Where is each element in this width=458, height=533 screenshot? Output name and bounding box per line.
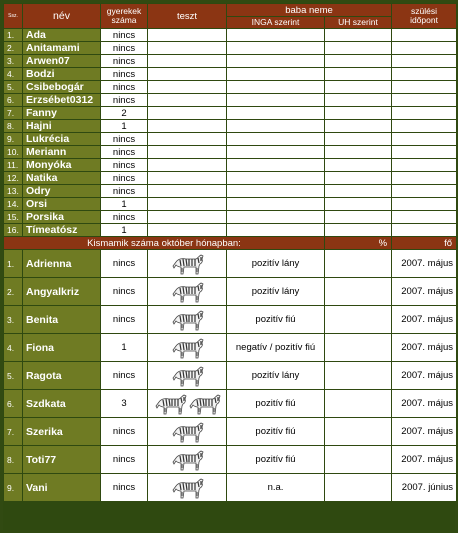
row-inga: pozitív lány xyxy=(227,362,324,389)
pregnancy-table xyxy=(3,3,457,502)
row-name: Arwen07 xyxy=(23,55,100,67)
row-number: 2. xyxy=(4,278,22,305)
table-row xyxy=(4,250,456,277)
row-name: Bodzi xyxy=(23,68,100,80)
row-kids: nincs xyxy=(101,474,147,501)
row-test xyxy=(148,55,226,67)
table-row xyxy=(4,278,456,305)
row-number: 3. xyxy=(4,55,22,67)
header-uh: UH szerint xyxy=(325,17,391,28)
row-inga xyxy=(227,68,324,80)
row-test xyxy=(148,362,226,389)
row-name: Anitamami xyxy=(23,42,100,54)
row-kids: 1 xyxy=(101,224,147,236)
row-uh xyxy=(325,133,391,145)
row-kids: nincs xyxy=(101,94,147,106)
row-birth-date xyxy=(392,172,456,184)
row-name: Toti77 xyxy=(23,446,100,473)
header-inga: INGA szerint xyxy=(227,17,324,28)
row-inga xyxy=(227,107,324,119)
row-number: 13. xyxy=(4,185,22,197)
row-birth-date xyxy=(392,224,456,236)
row-uh xyxy=(325,94,391,106)
row-birth-date: 2007. június xyxy=(392,474,456,501)
row-kids: nincs xyxy=(101,250,147,277)
row-name: Ragota xyxy=(23,362,100,389)
row-inga xyxy=(227,224,324,236)
row-number: 8. xyxy=(4,446,22,473)
row-test xyxy=(148,172,226,184)
row-number: 9. xyxy=(4,474,22,501)
row-kids: nincs xyxy=(101,55,147,67)
table-row xyxy=(4,418,456,445)
row-kids: nincs xyxy=(101,133,147,145)
row-birth-date xyxy=(392,159,456,171)
zebra-icon xyxy=(170,337,204,359)
table-row xyxy=(4,146,456,158)
row-name: Csibebogár xyxy=(23,81,100,93)
row-number: 6. xyxy=(4,390,22,417)
row-inga xyxy=(227,159,324,171)
row-birth-date xyxy=(392,107,456,119)
row-birth-date xyxy=(392,133,456,145)
row-name: Fiona xyxy=(23,334,100,361)
row-test xyxy=(148,185,226,197)
row-number: 4. xyxy=(4,334,22,361)
row-uh xyxy=(325,68,391,80)
row-name: Lukrécia xyxy=(23,133,100,145)
table-row xyxy=(4,390,456,417)
row-number: 7. xyxy=(4,107,22,119)
row-test xyxy=(148,278,226,305)
row-kids: nincs xyxy=(101,362,147,389)
row-uh xyxy=(325,81,391,93)
row-test xyxy=(148,418,226,445)
row-name: Tímeatósz xyxy=(23,224,100,236)
row-uh xyxy=(325,29,391,41)
row-uh xyxy=(325,185,391,197)
section-percent: % xyxy=(325,237,391,249)
pregnancy-table-container xyxy=(3,3,455,530)
row-kids: nincs xyxy=(101,278,147,305)
row-test xyxy=(148,198,226,210)
row-uh xyxy=(325,278,391,305)
table-row xyxy=(4,172,456,184)
table-row xyxy=(4,185,456,197)
header-kids: gyerekek száma xyxy=(101,4,147,28)
row-test xyxy=(148,446,226,473)
row-birth-date: 2007. május xyxy=(392,334,456,361)
row-inga xyxy=(227,133,324,145)
row-number: 1. xyxy=(4,29,22,41)
row-test xyxy=(148,474,226,501)
row-kids: 1 xyxy=(101,198,147,210)
row-uh xyxy=(325,224,391,236)
row-birth-date xyxy=(392,211,456,223)
row-inga xyxy=(227,146,324,158)
row-uh xyxy=(325,362,391,389)
row-birth-date xyxy=(392,55,456,67)
row-inga xyxy=(227,42,324,54)
row-kids: nincs xyxy=(101,185,147,197)
row-name: Meriann xyxy=(23,146,100,158)
row-number: 1. xyxy=(4,250,22,277)
row-number: 10. xyxy=(4,146,22,158)
row-inga xyxy=(227,198,324,210)
row-kids: 3 xyxy=(101,390,147,417)
table-row xyxy=(4,68,456,80)
row-birth-date xyxy=(392,198,456,210)
header-baby-gender: baba neme xyxy=(227,4,391,16)
row-inga xyxy=(227,211,324,223)
row-inga: pozitív fiú xyxy=(227,390,324,417)
row-name: Hajni xyxy=(23,120,100,132)
row-inga xyxy=(227,81,324,93)
section-row xyxy=(4,237,456,249)
row-kids: nincs xyxy=(101,306,147,333)
row-kids: nincs xyxy=(101,446,147,473)
row-test xyxy=(148,390,226,417)
row-test xyxy=(148,159,226,171)
row-uh xyxy=(325,446,391,473)
row-uh xyxy=(325,250,391,277)
row-uh xyxy=(325,390,391,417)
header-birth-date: szülési időpont xyxy=(392,4,456,28)
section-fo: fő xyxy=(392,237,456,249)
row-uh xyxy=(325,159,391,171)
table-row xyxy=(4,94,456,106)
row-test xyxy=(148,120,226,132)
row-uh xyxy=(325,474,391,501)
row-birth-date xyxy=(392,81,456,93)
row-uh xyxy=(325,42,391,54)
row-name: Fanny xyxy=(23,107,100,119)
row-number: 8. xyxy=(4,120,22,132)
row-inga: pozitív lány xyxy=(227,278,324,305)
row-birth-date: 2007. május xyxy=(392,418,456,445)
row-uh xyxy=(325,172,391,184)
row-test xyxy=(148,133,226,145)
row-test xyxy=(148,94,226,106)
header-sz: Ssz. xyxy=(4,4,22,28)
table-row xyxy=(4,159,456,171)
row-inga xyxy=(227,120,324,132)
row-number: 16. xyxy=(4,224,22,236)
table-row xyxy=(4,211,456,223)
row-name: Angyalkriz xyxy=(23,278,100,305)
row-birth-date: 2007. május xyxy=(392,390,456,417)
zebra-icon xyxy=(153,393,187,415)
row-inga: pozitív fiú xyxy=(227,306,324,333)
table-row xyxy=(4,29,456,41)
row-test xyxy=(148,81,226,93)
row-number: 5. xyxy=(4,362,22,389)
row-test xyxy=(148,250,226,277)
row-inga: n.a. xyxy=(227,474,324,501)
row-test xyxy=(148,306,226,333)
row-birth-date: 2007. május xyxy=(392,362,456,389)
row-uh xyxy=(325,107,391,119)
table-row xyxy=(4,224,456,236)
row-number: 5. xyxy=(4,81,22,93)
row-test xyxy=(148,107,226,119)
row-birth-date: 2007. május xyxy=(392,250,456,277)
row-kids: nincs xyxy=(101,159,147,171)
row-uh xyxy=(325,334,391,361)
row-inga: pozitív fiú xyxy=(227,446,324,473)
row-uh xyxy=(325,306,391,333)
row-name: Vani xyxy=(23,474,100,501)
row-inga: pozitív lány xyxy=(227,250,324,277)
table-row xyxy=(4,362,456,389)
table-row xyxy=(4,306,456,333)
row-birth-date xyxy=(392,185,456,197)
row-kids: 2 xyxy=(101,107,147,119)
row-inga: pozitív fiú xyxy=(227,418,324,445)
row-kids: nincs xyxy=(101,42,147,54)
row-name: Szerika xyxy=(23,418,100,445)
row-test xyxy=(148,146,226,158)
row-uh xyxy=(325,198,391,210)
row-birth-date: 2007. május xyxy=(392,446,456,473)
row-kids: nincs xyxy=(101,146,147,158)
zebra-icon xyxy=(170,253,204,275)
row-kids: nincs xyxy=(101,172,147,184)
table-row xyxy=(4,120,456,132)
row-inga: negatív / pozitív fiú xyxy=(227,334,324,361)
row-number: 9. xyxy=(4,133,22,145)
table-row xyxy=(4,474,456,501)
row-test xyxy=(148,211,226,223)
header-name: név xyxy=(23,4,100,28)
row-uh xyxy=(325,418,391,445)
zebra-icon xyxy=(170,449,204,471)
row-inga xyxy=(227,55,324,67)
row-kids: 1 xyxy=(101,120,147,132)
row-number: 2. xyxy=(4,42,22,54)
row-number: 4. xyxy=(4,68,22,80)
row-name: Erzsébet0312 xyxy=(23,94,100,106)
zebra-icon xyxy=(170,477,204,499)
row-uh xyxy=(325,120,391,132)
table-row xyxy=(4,81,456,93)
row-test xyxy=(148,224,226,236)
header-test: teszt xyxy=(148,4,226,28)
row-kids: 1 xyxy=(101,334,147,361)
row-kids: nincs xyxy=(101,81,147,93)
zebra-icon xyxy=(170,281,204,303)
row-number: 11. xyxy=(4,159,22,171)
row-kids: nincs xyxy=(101,68,147,80)
row-number: 12. xyxy=(4,172,22,184)
row-test xyxy=(148,42,226,54)
row-birth-date xyxy=(392,29,456,41)
row-name: Porsika xyxy=(23,211,100,223)
table-row xyxy=(4,55,456,67)
row-name: Szdkata xyxy=(23,390,100,417)
zebra-icon xyxy=(170,365,204,387)
row-kids: nincs xyxy=(101,211,147,223)
row-name: Benita xyxy=(23,306,100,333)
table-row xyxy=(4,42,456,54)
row-kids: nincs xyxy=(101,29,147,41)
row-kids: nincs xyxy=(101,418,147,445)
row-inga xyxy=(227,94,324,106)
zebra-icon xyxy=(187,393,221,415)
row-test xyxy=(148,29,226,41)
row-name: Ada xyxy=(23,29,100,41)
row-inga xyxy=(227,172,324,184)
table-row xyxy=(4,198,456,210)
table-row xyxy=(4,133,456,145)
row-number: 3. xyxy=(4,306,22,333)
table-row xyxy=(4,446,456,473)
row-number: 15. xyxy=(4,211,22,223)
row-uh xyxy=(325,211,391,223)
table-row xyxy=(4,334,456,361)
row-number: 6. xyxy=(4,94,22,106)
row-name: Odry xyxy=(23,185,100,197)
row-name: Natika xyxy=(23,172,100,184)
row-number: 14. xyxy=(4,198,22,210)
row-inga xyxy=(227,29,324,41)
row-uh xyxy=(325,146,391,158)
zebra-icon xyxy=(170,421,204,443)
row-birth-date: 2007. május xyxy=(392,306,456,333)
row-name: Orsi xyxy=(23,198,100,210)
row-name: Adrienna xyxy=(23,250,100,277)
row-birth-date: 2007. május xyxy=(392,278,456,305)
row-birth-date xyxy=(392,94,456,106)
row-test xyxy=(148,68,226,80)
table-row xyxy=(4,107,456,119)
row-birth-date xyxy=(392,42,456,54)
row-number: 7. xyxy=(4,418,22,445)
row-birth-date xyxy=(392,120,456,132)
row-inga xyxy=(227,185,324,197)
row-birth-date xyxy=(392,68,456,80)
row-test xyxy=(148,334,226,361)
zebra-icon xyxy=(170,309,204,331)
row-birth-date xyxy=(392,146,456,158)
section-label: Kismamik száma október hónapban: xyxy=(4,237,324,249)
row-name: Monyóka xyxy=(23,159,100,171)
row-uh xyxy=(325,55,391,67)
